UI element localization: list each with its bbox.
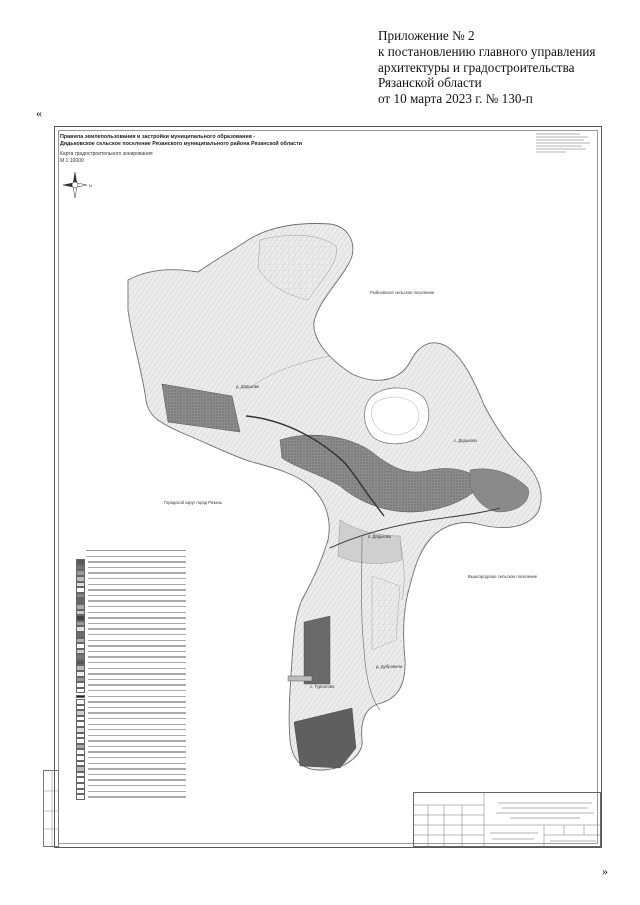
village-label: с. Дядьково bbox=[454, 438, 477, 443]
title-block bbox=[413, 792, 601, 847]
opening-quote: « bbox=[36, 106, 42, 120]
appendix-ref-line: архитектуры и градостроительства bbox=[378, 59, 575, 75]
map-legend bbox=[76, 548, 186, 800]
village-label: п. Дядьково bbox=[368, 534, 392, 539]
industrial-zone-south bbox=[304, 616, 330, 684]
village-label: с. Турлатово bbox=[310, 684, 335, 689]
appendix-ref-line: Рязанской области bbox=[378, 75, 482, 91]
village-label: д. Дубровичи bbox=[376, 664, 402, 669]
appendix-date-line: от 10 марта 2023 г. № 130-п bbox=[378, 91, 533, 107]
map-title-line: Правила землепользования и застройки муниципального образования - bbox=[60, 134, 256, 140]
appendix-number: Приложение № 2 bbox=[378, 28, 475, 43]
closing-quote: » bbox=[602, 864, 608, 878]
north-label: N bbox=[89, 183, 92, 188]
side-approval-strip bbox=[43, 770, 59, 847]
special-zone-marker bbox=[288, 676, 312, 681]
area-label: Городской округ город Рязань bbox=[164, 500, 222, 505]
area-label: Вышгородское сельское поселение bbox=[468, 574, 538, 579]
title-block-grid bbox=[414, 793, 602, 848]
appendix-ref-line: к постановлению главного управления bbox=[378, 43, 596, 59]
area-label: Рыбновское сельское поселение bbox=[370, 290, 435, 295]
map-scale: М 1:10000 bbox=[60, 157, 84, 164]
map-subtitle-line: Карта градостроительного зонирования bbox=[60, 151, 153, 157]
village-label: д. Дядьково bbox=[236, 384, 260, 389]
map-title-line: Дядьковское сельское поселение Рязанского муниципального района Рязанской области bbox=[60, 141, 303, 147]
